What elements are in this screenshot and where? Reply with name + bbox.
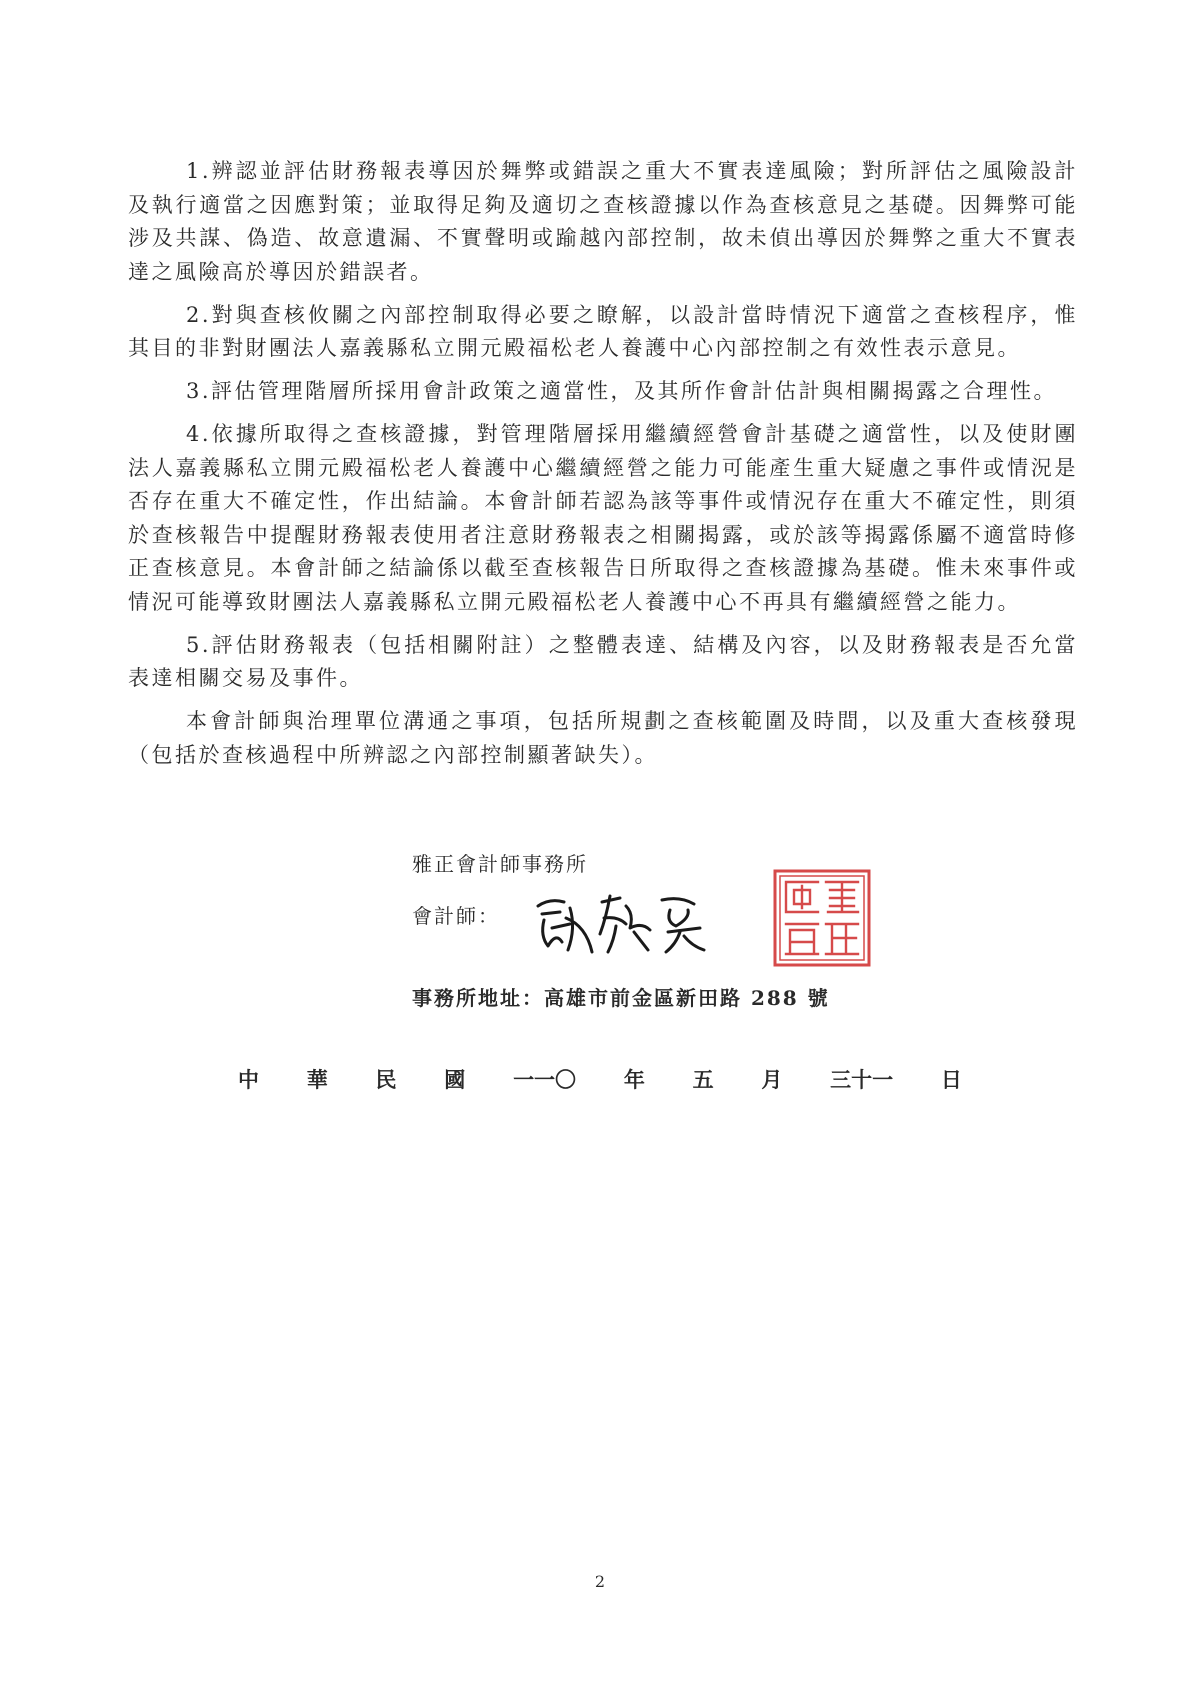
paragraph-communication: 本會計師與治理單位溝通之事項，包括所規劃之查核範圍及時間，以及重大查核發現（包括於查核過程中所辨認之內部控制顯著缺失）。 bbox=[128, 709, 1078, 767]
date-part: 月 bbox=[761, 1067, 783, 1092]
date-day: 三十一 bbox=[830, 1067, 894, 1092]
accountant-seal bbox=[772, 868, 872, 968]
report-date bbox=[238, 1064, 962, 1094]
firm-name: 雅正會計師事務所 bbox=[412, 852, 588, 876]
firm-address: 事務所地址：高雄市前金區新田路 288 號 bbox=[412, 986, 830, 1010]
handwritten-signature bbox=[530, 888, 710, 960]
paragraph-item-3: 3.評估管理階層所採用會計政策之適當性，及其所作會計估計與相關揭露之合理性。 bbox=[186, 379, 1058, 403]
paragraph-item-5: 5.評估財務報表（包括相關附註）之整體表達、結構及內容，以及財務報表是否允當表達相關交易及事件。 bbox=[128, 632, 1078, 690]
date-part: 日 bbox=[940, 1067, 962, 1092]
date-part: 國 bbox=[444, 1067, 466, 1092]
page-number: 2 bbox=[594, 1572, 606, 1591]
date-part: 年 bbox=[623, 1067, 645, 1092]
paragraph-item-1: 1.辨認並評估財務報表導因於舞弊或錯誤之重大不實表達風險；對所評估之風險設計及執行適當之因應對策；並取得足夠及適切之查核證據以作為查核意見之基礎。因舞弊可能涉及共謀、偽造、故意遺漏、不實聲明或踰越內部控制，故未偵出導因於舞弊之重大不實表達之風險高於導因於錯誤者。 bbox=[128, 159, 1078, 284]
paragraph-item-2: 2.對與查核攸關之內部控制取得必要之瞭解，以設計當時情況下適當之查核程序，惟其目的非對財團法人嘉義縣私立開元殿福松老人養護中心內部控制之有效性表示意見。 bbox=[128, 302, 1078, 360]
date-part: 華 bbox=[306, 1067, 328, 1092]
accountant-label: 會計師： bbox=[412, 904, 500, 928]
date-part: 中 bbox=[238, 1067, 259, 1092]
date-year: 一一〇 bbox=[513, 1067, 577, 1092]
date-part: 民 bbox=[375, 1067, 397, 1092]
report-body bbox=[128, 155, 1078, 782]
date-month: 五 bbox=[692, 1067, 714, 1092]
paragraph-item-4: 4.依據所取得之查核證據，對管理階層採用繼續經營會計基礎之適當性，以及使財團法人嘉義縣私立開元殿福松老人養護中心繼續經營之能力可能產生重大疑慮之事件或情況是否存在重大不確定性，作出結論。本會計師若認為該等事件或情況存在重大不確定性，則須於查核報告中提醒財務報表使用者注意財務報表之相關揭露，或於該等揭露係屬不適當時修正查核意見。本會計師之結論係以截至查核報告日所取得之查核證據為基礎。惟未來事件或情況可能導致財團法人嘉義縣私立開元殿福松老人養護中心不再具有繼續經營之能力。 bbox=[128, 422, 1078, 614]
